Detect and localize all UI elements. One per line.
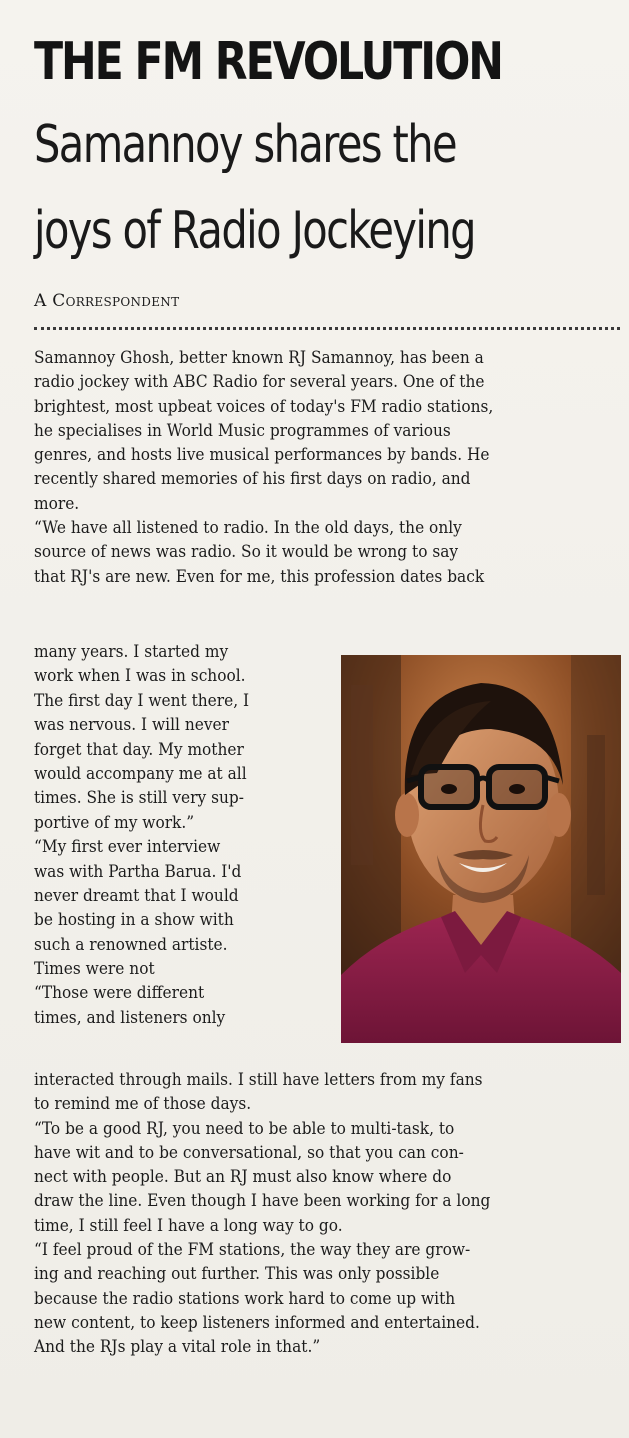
body-text-wrapped-column xyxy=(34,640,249,1030)
text-line: “To be a good RJ, you need to be able to multi-task, to xyxy=(34,1118,455,1139)
text-line: such a renowned artiste. xyxy=(34,934,228,955)
text-line: forget that day. My mother xyxy=(34,739,244,760)
headline-line: Samannoy shares the xyxy=(34,115,457,175)
text-line: that RJ's are new. Even for me, this profession dates back xyxy=(34,566,485,587)
text-line: never dreamt that I would xyxy=(34,885,239,906)
text-line: brightest, most upbeat voices of today's FM radio stations, xyxy=(34,396,494,417)
text-line: many years. I started my xyxy=(34,642,229,662)
text-line: times. She is still very sup- xyxy=(34,788,244,809)
text-line: nect with people. But an RJ must also know where do xyxy=(34,1167,452,1188)
text-line: time, I still feel I have a long way to go. xyxy=(34,1215,343,1236)
text-line: “Those were different xyxy=(34,983,205,1004)
text-line: new content, to keep listeners informed and entertained. xyxy=(34,1312,480,1333)
text-line: because the radio stations work hard to come up with xyxy=(34,1288,456,1309)
text-line: radio jockey with ABC Radio for several years. One of the xyxy=(34,372,485,393)
text-line: draw the line. Even though I have been working for a long xyxy=(34,1191,491,1212)
text-line: more. xyxy=(34,493,80,514)
dotted-divider xyxy=(34,327,620,330)
portrait-photo xyxy=(341,655,621,1043)
text-line: “We have all listened to radio. In the old days, the only xyxy=(34,518,462,539)
article-kicker: THE FM REVOLUTION xyxy=(34,32,502,92)
text-line: be hosting in a show with xyxy=(34,910,234,931)
text-line: And the RJs play a vital role in that.” xyxy=(34,1337,321,1358)
text-line: would accompany me at all xyxy=(34,763,247,784)
text-line: portive of my work.” xyxy=(34,812,195,833)
body-text-full-width-top xyxy=(34,346,493,589)
text-line: genres, and hosts live musical performances by bands. He xyxy=(34,445,490,466)
text-line: interacted through mails. I still have letters from my fans xyxy=(34,1070,483,1090)
text-line: The first day I went there, I xyxy=(34,690,250,711)
headline-line: joys of Radio Jockeying xyxy=(34,201,475,261)
text-line: Times were not xyxy=(34,959,155,980)
text-line: ing and reaching out further. This was only possible xyxy=(34,1264,440,1285)
text-line: times, and listeners only xyxy=(34,1007,226,1028)
article-headline xyxy=(34,102,475,274)
text-line: he specialises in World Music programmes of various xyxy=(34,420,451,441)
body-text-full-width-bottom xyxy=(34,1068,490,1360)
text-line: Samannoy Ghosh, better known RJ Samannoy, has been a xyxy=(34,348,484,368)
text-line: have wit and to be conversational, so that you can con- xyxy=(34,1142,464,1163)
article-byline: A Correspondent xyxy=(34,291,180,311)
text-line: to remind me of those days. xyxy=(34,1094,252,1115)
text-line: was nervous. I will never xyxy=(34,715,229,736)
text-line: “I feel proud of the FM stations, the way they are grow- xyxy=(34,1240,471,1261)
text-line: recently shared memories of his first days on radio, and xyxy=(34,469,471,490)
text-line: was with Partha Barua. I'd xyxy=(34,861,242,882)
text-line: “My first ever interview xyxy=(34,837,221,858)
text-line: work when I was in school. xyxy=(34,666,246,687)
text-line: source of news was radio. So it would be wrong to say xyxy=(34,542,459,563)
